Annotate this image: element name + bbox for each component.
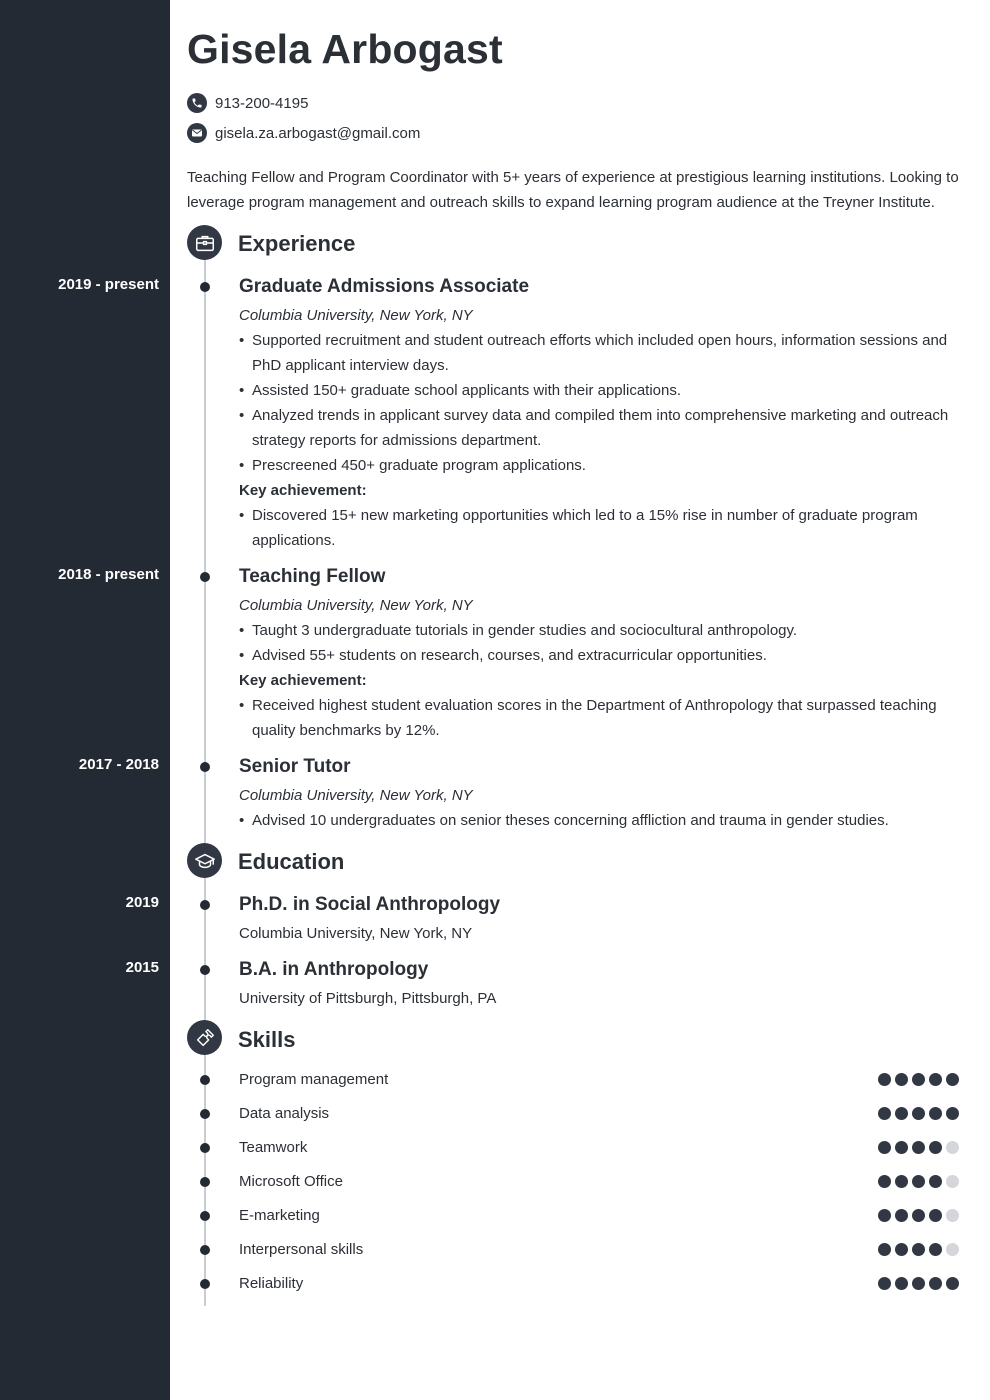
timeline-dot <box>200 572 210 582</box>
rating-dot-filled <box>946 1277 959 1290</box>
rating-dot-filled <box>929 1073 942 1086</box>
job-company: Columbia University, New York, NY <box>239 597 473 614</box>
skill-name: Microsoft Office <box>239 1173 343 1190</box>
job-bullet: • Assisted 150+ graduate school applicants with their applications. <box>239 378 967 403</box>
rating-dot-filled <box>912 1243 925 1256</box>
school-name: Columbia University, New York, NY <box>239 925 473 942</box>
rating-dot-filled <box>878 1175 891 1188</box>
timeline-dot <box>200 282 210 292</box>
skill-rating <box>878 1209 963 1223</box>
timeline-dot <box>200 762 210 772</box>
phone-icon <box>187 93 207 113</box>
rating-dot-empty <box>946 1243 959 1256</box>
timeline-dot <box>200 1279 210 1289</box>
rating-dot-empty <box>946 1209 959 1222</box>
rating-dot-filled <box>895 1141 908 1154</box>
rating-dot-filled <box>929 1175 942 1188</box>
key-achievement-label: Key achievement: <box>239 482 367 499</box>
timeline-dot <box>200 1143 210 1153</box>
job-bullet: • Advised 10 undergraduates on senior theses concerning affliction and trauma in gender studies. <box>239 808 967 833</box>
skill-name: Reliability <box>239 1275 304 1292</box>
rating-dot-filled <box>878 1107 891 1120</box>
timeline-dot <box>200 1109 210 1119</box>
skill-rating <box>878 1141 963 1155</box>
key-achievement-label: Key achievement: <box>239 672 367 689</box>
rating-dot-filled <box>895 1107 908 1120</box>
timeline-dot <box>200 1177 210 1187</box>
phone-contact <box>187 93 308 113</box>
envelope-icon <box>187 123 207 143</box>
job-title: Teaching Fellow <box>239 566 386 587</box>
rating-dot-filled <box>878 1243 891 1256</box>
rating-dot-filled <box>878 1141 891 1154</box>
job-company: Columbia University, New York, NY <box>239 307 473 324</box>
job-bullet: • Taught 3 undergraduate tutorials in gender studies and sociocultural anthropology. <box>239 618 967 643</box>
timeline-dot <box>200 965 210 975</box>
briefcase-icon <box>187 225 222 260</box>
puzzle-piece-icon <box>187 1020 222 1055</box>
job-bullet: • Analyzed trends in applicant survey data and compiled them into comprehensive marketing and outreach strategy reports for admissions department. <box>239 403 967 453</box>
candidate-name: Gisela Arbogast <box>187 26 503 72</box>
job-bullet: • Prescreened 450+ graduate program applications. <box>239 453 967 478</box>
skill-name: E-marketing <box>239 1207 320 1224</box>
education-year: 2019 <box>125 894 159 911</box>
skill-rating <box>878 1073 963 1087</box>
skill-name: Interpersonal skills <box>239 1241 364 1258</box>
rating-dot-filled <box>929 1243 942 1256</box>
degree-title: B.A. in Anthropology <box>239 959 429 980</box>
education-timeline <box>204 873 206 1023</box>
skill-rating <box>878 1175 963 1189</box>
education-heading: Education <box>238 849 345 874</box>
rating-dot-filled <box>895 1073 908 1086</box>
rating-dot-filled <box>912 1073 925 1086</box>
skill-rating <box>878 1243 963 1257</box>
timeline-dot <box>200 1245 210 1255</box>
job-bullet: • Supported recruitment and student outreach efforts which included open hours, information sessions and PhD applicant interview days. <box>239 328 967 378</box>
phone-number: 913-200-4195 <box>215 94 309 112</box>
job-dates: 2019 - present <box>58 276 159 293</box>
rating-dot-empty <box>946 1175 959 1188</box>
achievement-bullet: • Discovered 15+ new marketing opportunities which led to a 15% rise in number of graduate program applications. <box>239 503 967 553</box>
rating-dot-filled <box>878 1073 891 1086</box>
rating-dot-filled <box>929 1141 942 1154</box>
experience-timeline <box>204 255 206 843</box>
graduation-cap-icon <box>187 843 222 878</box>
timeline-dot <box>200 900 210 910</box>
rating-dot-filled <box>929 1277 942 1290</box>
job-company: Columbia University, New York, NY <box>239 787 473 804</box>
rating-dot-filled <box>946 1073 959 1086</box>
skill-name: Teamwork <box>239 1139 308 1156</box>
rating-dot-filled <box>895 1209 908 1222</box>
rating-dot-filled <box>912 1277 925 1290</box>
job-dates: 2018 - present <box>58 566 159 583</box>
achievement-bullet: • Received highest student evaluation scores in the Department of Anthropology that surpassed teaching quality benchmarks by 12%. <box>239 693 967 743</box>
rating-dot-filled <box>912 1107 925 1120</box>
school-name: University of Pittsburgh, Pittsburgh, PA <box>239 990 497 1007</box>
timeline-dot <box>200 1211 210 1221</box>
timeline-dot <box>200 1075 210 1085</box>
email-contact <box>187 123 420 143</box>
rating-dot-filled <box>912 1141 925 1154</box>
profile-summary: Teaching Fellow and Program Coordinator with 5+ years of experience at prestigious learning institutions. Looking to leverage program management and outreach skills to expand learning program audience at the Treyner Institute. <box>187 169 959 211</box>
education-year: 2015 <box>125 959 159 976</box>
rating-dot-filled <box>895 1277 908 1290</box>
job-title: Senior Tutor <box>239 756 351 777</box>
skill-rating <box>878 1277 963 1291</box>
email-address: gisela.za.arbogast@gmail.com <box>215 124 421 142</box>
job-title: Graduate Admissions Associate <box>239 276 530 297</box>
sidebar <box>0 0 170 1400</box>
skill-name: Data analysis <box>239 1105 330 1122</box>
rating-dot-empty <box>946 1141 959 1154</box>
skill-rating <box>878 1107 963 1121</box>
skill-name: Program management <box>239 1071 389 1088</box>
rating-dot-filled <box>912 1209 925 1222</box>
job-bullet: • Advised 55+ students on research, courses, and extracurricular opportunities. <box>239 643 967 668</box>
experience-heading: Experience <box>238 231 356 256</box>
skills-heading: Skills <box>238 1027 296 1052</box>
rating-dot-filled <box>895 1243 908 1256</box>
degree-title: Ph.D. in Social Anthropology <box>239 894 501 915</box>
rating-dot-filled <box>895 1175 908 1188</box>
rating-dot-filled <box>878 1209 891 1222</box>
job-dates: 2017 - 2018 <box>78 756 159 773</box>
rating-dot-filled <box>929 1107 942 1120</box>
rating-dot-filled <box>912 1175 925 1188</box>
rating-dot-filled <box>878 1277 891 1290</box>
rating-dot-filled <box>946 1107 959 1120</box>
rating-dot-filled <box>929 1209 942 1222</box>
